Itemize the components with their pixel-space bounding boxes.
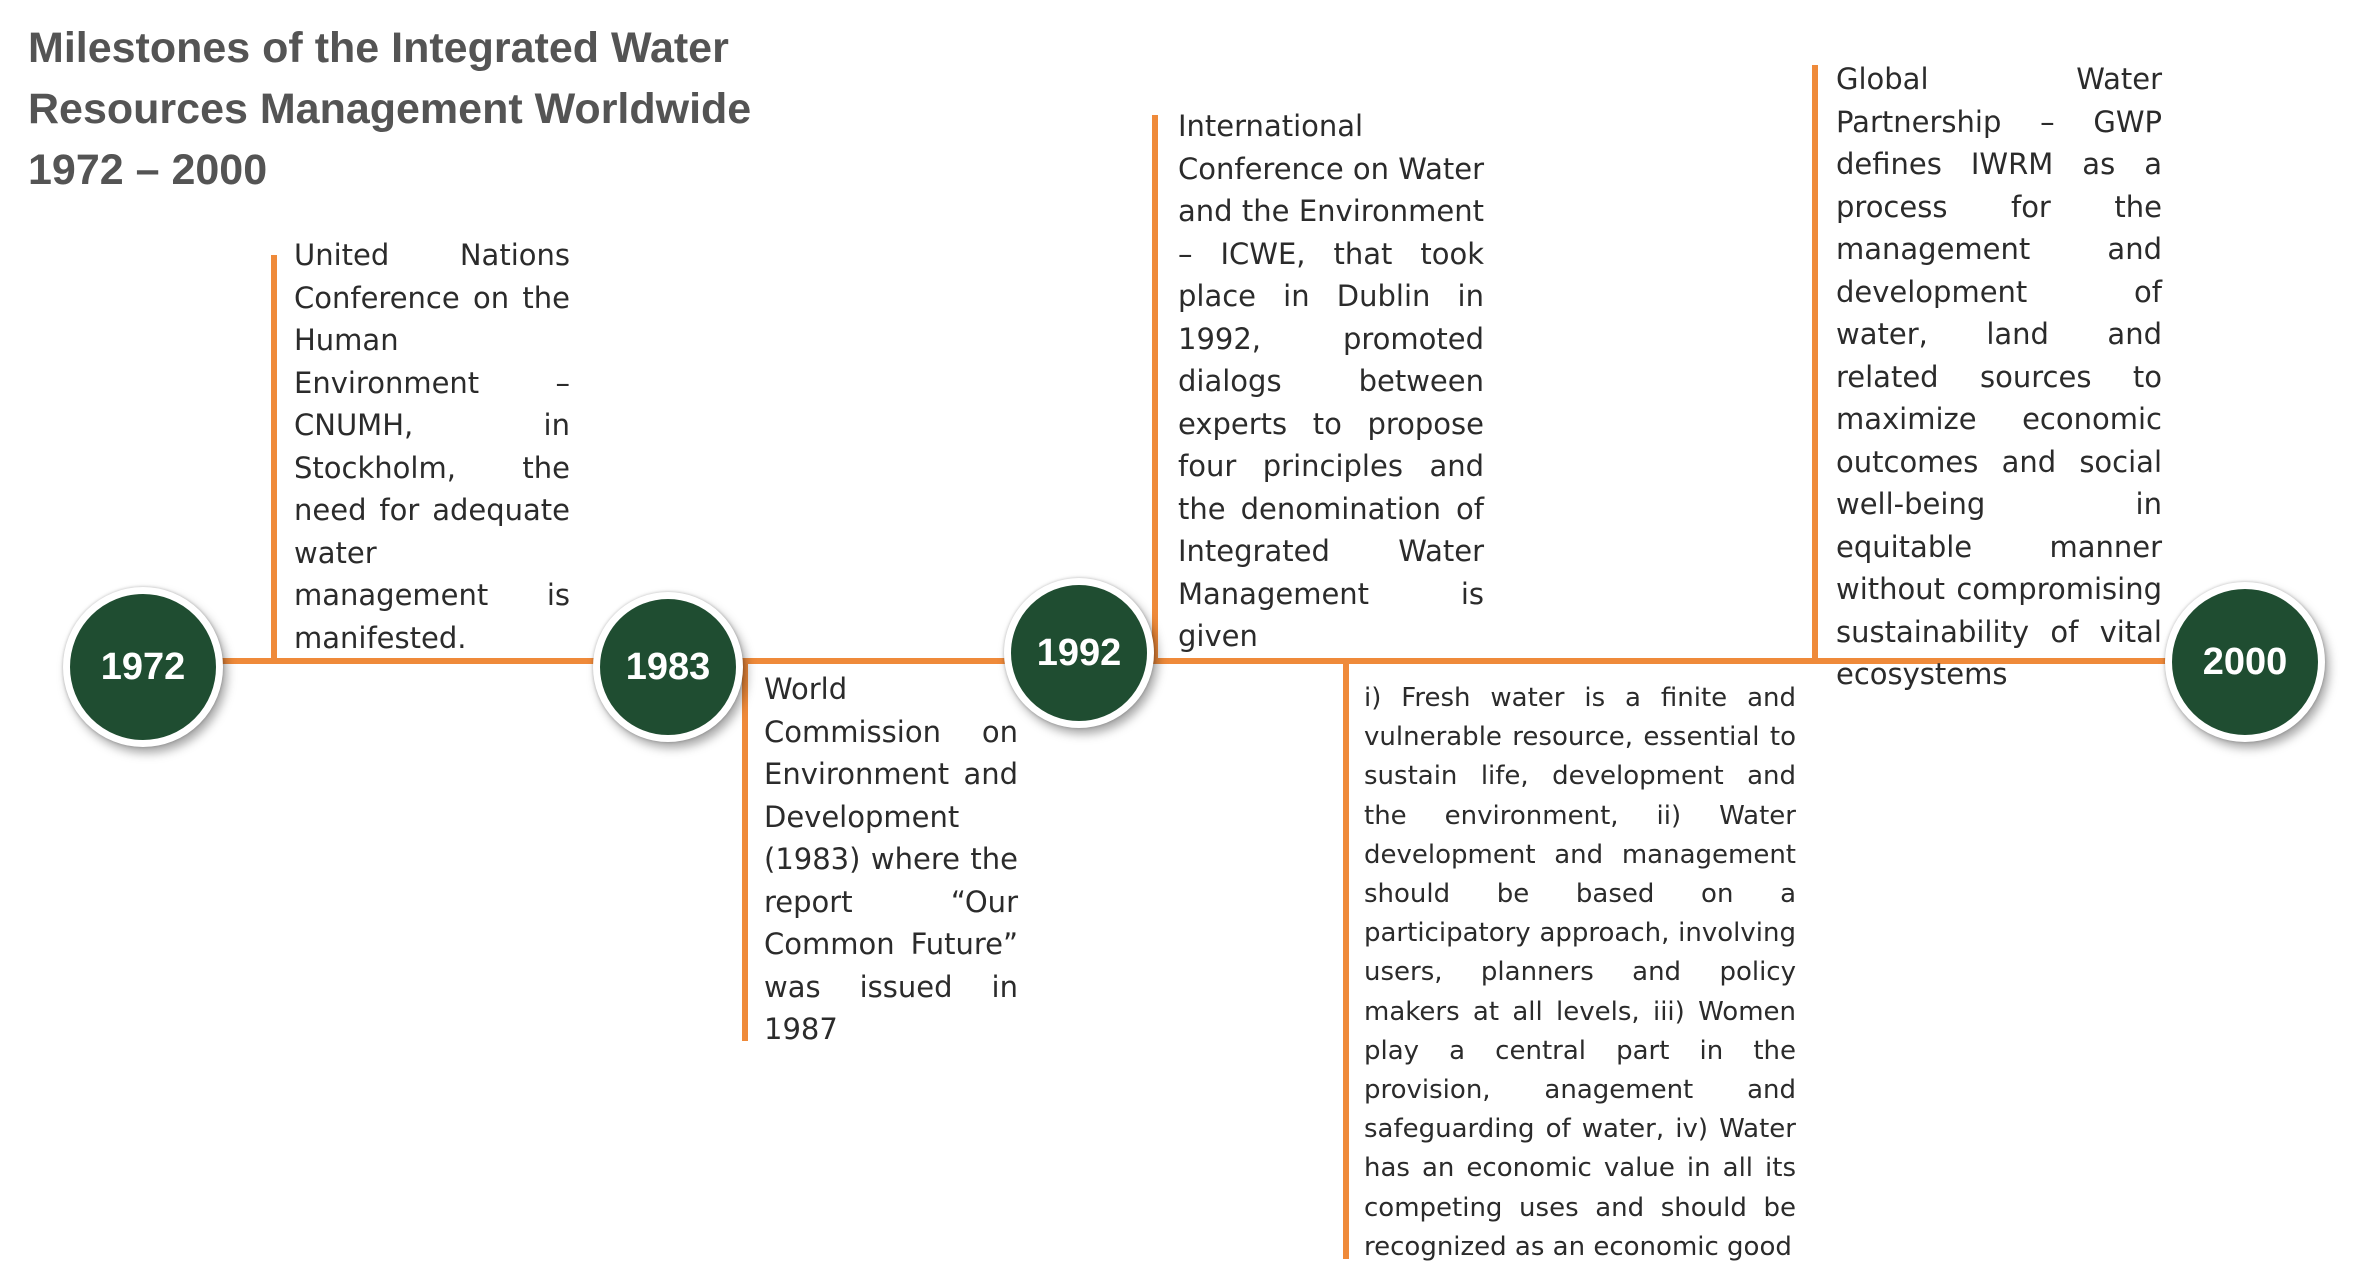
year-label-1972: 1972 bbox=[100, 645, 186, 688]
year-node-1992 bbox=[1004, 578, 1154, 728]
year-node-1983 bbox=[593, 592, 743, 742]
diagram-title bbox=[28, 18, 888, 201]
year-label-1983: 1983 bbox=[625, 645, 711, 688]
event-text-1992: International Conference on Water and the Environment – ICWE, that took place in Dublin in 1992, promoted dialogs between experts to propose four principles and the denomination of Integrated Water Management is given bbox=[1178, 109, 1485, 653]
stem-1972 bbox=[271, 255, 277, 661]
year-label-2000: 2000 bbox=[2202, 640, 2288, 683]
stem-principles bbox=[1343, 661, 1349, 1259]
year-node-1972 bbox=[63, 587, 223, 747]
stem-1992 bbox=[1152, 115, 1158, 661]
stem-1983 bbox=[742, 661, 748, 1041]
title-line-1: Milestones of the Integrated Water bbox=[28, 24, 729, 72]
stem-2000 bbox=[1812, 65, 1818, 661]
timeline-axis-segment-2 bbox=[725, 658, 1025, 664]
title-line-2: Resources Management Worldwide bbox=[28, 85, 752, 133]
event-text-2000: Global Water Partnership – GWP defines IWRM as a process for the management and development of water, land and related sources to maximize economic outcomes and social well-being in equitable manner without compromising sustainability of vital ecosystems bbox=[1836, 62, 2162, 691]
title-line-3: 1972 – 2000 bbox=[28, 146, 268, 194]
event-text-1972: United Nations Conference on the Human Environment – CNUMH, in Stockholm, the need for adequate water management is manifested. bbox=[294, 238, 570, 655]
event-text-principles: i) Fresh water is a finite and vulnerable resource, essential to sustain life, development and the environment, ii) Water development and management should be based on a participatory approach, involving users, planners and policy makers at all levels, iii) Women play a central part in the provision, anagement and safeguarding of water, iv) Water has an economic value in all its competing uses and should be recognized as an economic good bbox=[1364, 683, 1796, 1262]
year-node-2000 bbox=[2165, 582, 2325, 742]
event-text-1983: World Commission on Environment and Development (1983) where the report “Our Common Future” was issued in 1987 bbox=[764, 672, 1018, 1046]
year-label-1992: 1992 bbox=[1036, 631, 1122, 674]
